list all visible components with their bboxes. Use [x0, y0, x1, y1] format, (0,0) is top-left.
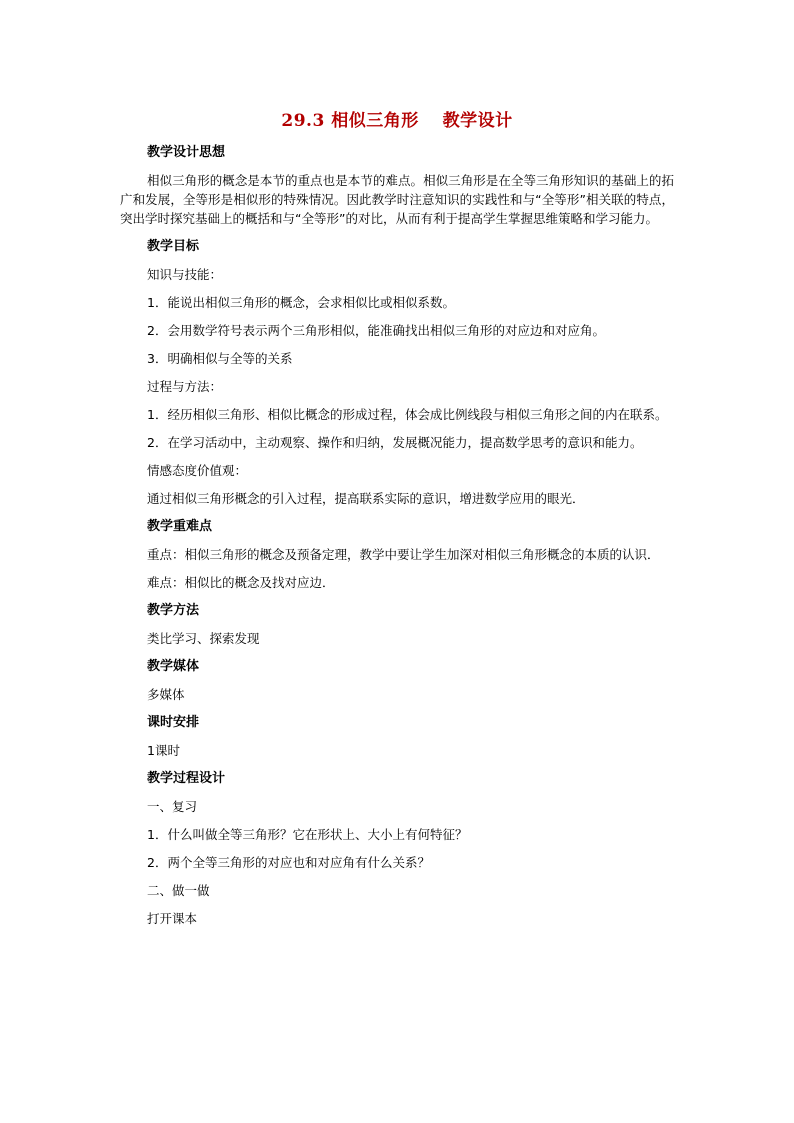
- paragraph-design-thought: 相似三角形的概念是本节的重点也是本节的难点。相似三角形是在全等三角形知识的基础上的拓广和发展，全等形是相似形的特殊情况。因此教学时注意知识的实践性和与“全等形”相关联的特点，突出学时探究基础上的概括和与“全等形”的对比，从而有利于提高学生掌握思维策略和学习能力。: [120, 173, 674, 226]
- heading-teaching-media: 教学媒体: [147, 659, 200, 674]
- label-process-methods: 过程与方法：: [147, 379, 223, 394]
- teaching-method-text: 类比学习、探索发现: [147, 631, 260, 646]
- heading-key-difficult-points: 教学重难点: [147, 519, 213, 534]
- heading-teaching-method: 教学方法: [147, 603, 200, 618]
- review-item-2: 2．两个全等三角形的对应也和对应角有什么关系？: [147, 855, 430, 870]
- knowledge-item-1: 1．能说出相似三角形的概念，会求相似比或相似系数。: [147, 295, 455, 310]
- document-title: 29.3 相似三角形 教学设计: [281, 111, 513, 131]
- label-knowledge-skills: 知识与技能：: [147, 267, 223, 282]
- review-item-1: 1．什么叫做全等三角形？它在形状上、大小上有何特征？: [147, 827, 468, 842]
- knowledge-item-2: 2．会用数学符号表示两个三角形相似，能准确找出相似三角形的对应边和对应角。: [147, 323, 605, 338]
- label-review: 一、复习: [147, 799, 198, 814]
- teaching-media-text: 多媒体: [147, 687, 185, 702]
- process-item-1: 1．经历相似三角形、相似比概念的形成过程，体会成比例线段与相似三角形之间的内在联系。: [147, 407, 668, 422]
- label-attitude-values: 情感态度价值观：: [147, 463, 248, 478]
- attitude-text: 通过相似三角形概念的引入过程，提高联系实际的意识，增进数学应用的眼光．: [147, 491, 585, 506]
- label-try-it: 二、做一做: [147, 883, 210, 898]
- process-item-2: 2．在学习活动中，主动观察、操作和归纳，发展概况能力，提高数学思考的意识和能力。: [147, 435, 643, 450]
- try-it-text: 打开课本: [147, 911, 198, 926]
- knowledge-item-3: 3．明确相似与全等的关系: [147, 351, 293, 366]
- heading-teaching-goals: 教学目标: [147, 239, 200, 254]
- heading-design-thought: 教学设计思想: [147, 145, 226, 160]
- heading-class-schedule: 课时安排: [147, 715, 200, 730]
- key-point-text: 重点：相似三角形的概念及预备定理，教学中要让学生加深对相似三角形概念的本质的认识．: [147, 547, 660, 562]
- class-schedule-text: 1课时: [147, 743, 180, 758]
- heading-teaching-process: 教学过程设计: [147, 771, 226, 786]
- difficult-point-text: 难点：相似比的概念及找对应边．: [147, 575, 335, 590]
